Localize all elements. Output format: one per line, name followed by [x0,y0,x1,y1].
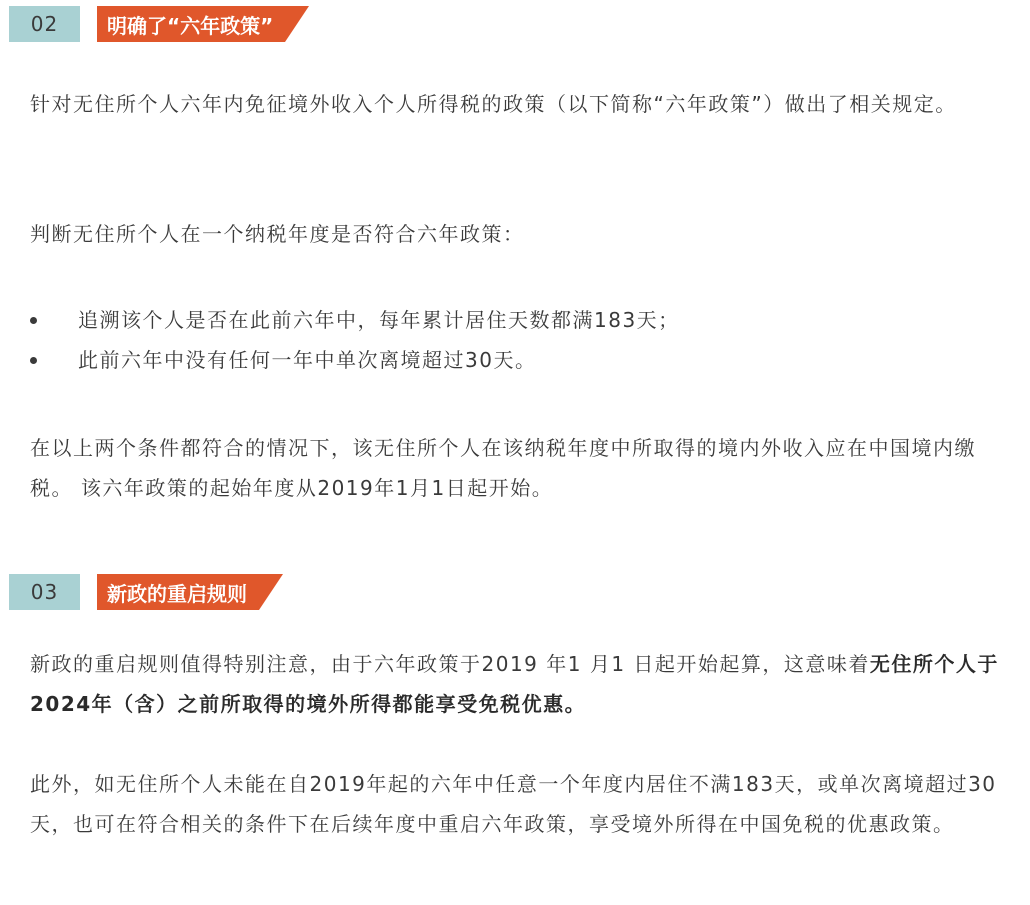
intro-paragraph: 针对无住所个人六年内免征境外收入个人所得税的政策（以下简称“六年政策”）做出了相关规定。 [30,92,957,116]
section-spacer [80,6,97,42]
section-header-03 [9,574,283,610]
bullet-dot-icon [30,357,37,364]
section-title-tail [259,574,283,610]
section-title: 新政的重启规则 [97,574,259,610]
section-title-tail [285,6,309,42]
list-item-text: 追溯该个人是否在此前六年中，每年累计居住天数都满183天； [78,308,680,332]
criteria-list [30,300,1005,380]
section-title-tag [97,574,283,610]
additional-paragraph: 此外，如无住所个人未能在自2019年起的六年中任意一个年度内居住不满183天，或单次离境超过30天，也可在符合相关的条件下在后续年度中重启六年政策，享受境外所得在中国免税的优惠政策。 [30,772,997,836]
section-spacer [80,574,97,610]
restart-paragraph [30,644,1005,724]
section-number: 03 [9,574,80,610]
section-title: 明确了“六年政策” [97,6,285,42]
criteria-lead: 判断无住所个人在一个纳税年度是否符合六年政策： [30,222,525,246]
list-item [30,340,1005,380]
section-header-02 [9,6,309,42]
section-number: 02 [9,6,80,42]
list-item-text: 此前六年中没有任何一年中单次离境超过30天。 [78,348,537,372]
bullet-dot-icon [30,317,37,324]
restart-text: 新政的重启规则值得特别注意，由于六年政策于2019 年1 月1 日起开始起算，这意味着 [30,652,870,676]
restart-highlight: 无住所个人于2024年（含）之前所取得的境外所得都能享受免税优惠。 [30,652,999,716]
list-item [30,300,1005,340]
section-title-tag [97,6,309,42]
conclusion-paragraph: 在以上两个条件都符合的情况下，该无住所个人在该纳税年度中所取得的境内外收入应在中国境内缴税。 该六年政策的起始年度从2019年1月1日起开始。 [30,436,976,500]
